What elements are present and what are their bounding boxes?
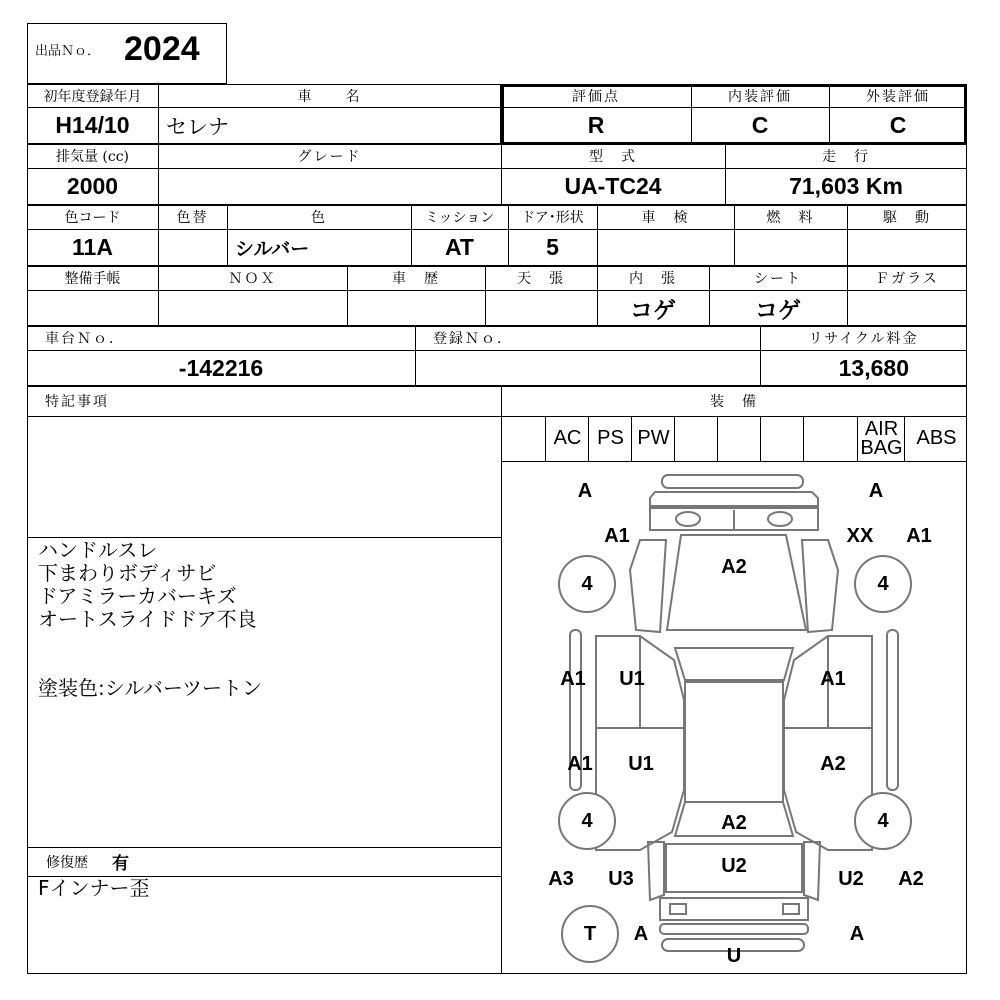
- drive-value: [847, 229, 967, 266]
- doors-label: ドア･形状: [521, 210, 584, 226]
- nox-label: ＮＯＸ: [228, 271, 277, 287]
- reg-no-label: 登録Ｎｏ．: [433, 331, 513, 347]
- note-line-1: ハンドルスレ: [38, 538, 158, 562]
- car-name-value: セレナ: [166, 114, 229, 139]
- fuel-value: [734, 229, 847, 266]
- mark-quarter-left-a: A3: [548, 868, 574, 890]
- mark-fender-front-right-b: A1: [906, 525, 932, 547]
- mark-front-left: A: [577, 480, 593, 502]
- mark-rear-door-right: A2: [820, 753, 846, 775]
- mark-front-right: A: [868, 480, 884, 502]
- reg-no-value: [415, 350, 760, 386]
- first-reg-label: 初年度登録年月: [43, 88, 142, 105]
- mark-quarter-right-a: U2: [838, 868, 864, 890]
- mark-rear-bumper-left: A: [633, 923, 649, 945]
- equipment-item: AC: [545, 416, 589, 461]
- exterior-score-value: C: [889, 112, 907, 138]
- lot-label: 出品Ｎｏ．: [35, 44, 101, 59]
- interior-score-label: 内装評価: [728, 88, 792, 105]
- model-value: UA-TC24: [564, 173, 662, 199]
- chassis-no-value: -142216: [178, 354, 264, 381]
- mark-fender-front-right-a: XX: [846, 525, 874, 547]
- mileage-label: 走 行: [822, 149, 870, 165]
- displacement-value: 2000: [66, 173, 119, 199]
- recycle-fee-label: リサイクル料金: [808, 331, 919, 347]
- drive-label: 駆 動: [883, 210, 931, 226]
- equipment-item: [501, 416, 545, 461]
- mark-rear-bumper: U: [726, 945, 742, 967]
- seat-label: シート: [754, 271, 802, 287]
- note-line-3: ドアミラーカバーキズ: [38, 584, 237, 608]
- ceiling-label: 天 張: [517, 271, 565, 287]
- mark-rear-door-left-a: A1: [567, 753, 593, 775]
- lot-number: 2024: [124, 30, 200, 68]
- maintenance-label: 整備手帳: [64, 271, 121, 287]
- interior-trim-value: コゲ: [630, 297, 676, 324]
- equipment-item: [760, 416, 804, 461]
- color-code-label: 色コード: [64, 210, 121, 226]
- history-label: 車 歴: [392, 271, 440, 287]
- equipment-item: ABS: [904, 416, 968, 461]
- mileage-value: 71,603 Km: [789, 173, 903, 199]
- equipment-item-label: AIR: [864, 417, 899, 440]
- mark-rear-bumper-right: A: [849, 923, 865, 945]
- interior-trim-label: 内 張: [629, 271, 677, 287]
- color-change-value: [158, 229, 227, 266]
- mark-front-door-left-b: U1: [619, 668, 645, 690]
- score-value: R: [587, 112, 605, 138]
- mark-quarter-right-b: A2: [898, 868, 924, 890]
- car-name-label: 車 名: [297, 88, 362, 105]
- mark-tire-front-left: 4: [581, 573, 593, 595]
- inspection-value: [597, 229, 734, 266]
- displacement-label: 排気量 (cc): [55, 149, 130, 165]
- grade-label: グレード: [297, 149, 362, 165]
- repair-history-label: 修復歴: [46, 855, 88, 871]
- equipment-item: [674, 416, 718, 461]
- history-value: [347, 290, 485, 326]
- equipment-item: PW: [631, 416, 675, 461]
- mark-back-door: U2: [721, 855, 747, 877]
- chassis-no-label: 車台Ｎｏ．: [45, 331, 125, 347]
- first-reg-value: H14/10: [55, 112, 130, 138]
- color-value: シルバー: [235, 238, 310, 260]
- mark-front-door-right: A1: [820, 668, 846, 690]
- mark-quarter-left-b: U3: [608, 868, 634, 890]
- ceiling-value: [485, 290, 597, 326]
- mark-fender-front-left: A1: [604, 525, 630, 547]
- mark-tire-front-right: 4: [877, 573, 889, 595]
- mark-roof-rear: A2: [721, 812, 747, 834]
- equipment-item: [857, 416, 905, 461]
- exterior-score-label: 外装評価: [866, 88, 930, 105]
- mark-hood: A2: [721, 556, 747, 578]
- mark-spare-tire: T: [583, 923, 597, 945]
- note-line-2: 下まわりボディサビ: [38, 561, 217, 585]
- model-label: 型 式: [589, 149, 637, 165]
- color-change-label: 色替: [176, 210, 209, 226]
- notes-label: 特記事項: [45, 394, 109, 410]
- inspection-label: 車 検: [641, 210, 690, 226]
- grade-value: [158, 168, 501, 205]
- transmission-label: ミッション: [424, 210, 495, 226]
- equipment-item: PS: [588, 416, 632, 461]
- fuel-label: 燃 料: [766, 210, 815, 226]
- f-glass-label: Ｆガラス: [875, 271, 939, 287]
- car-diagram: [502, 462, 966, 973]
- mark-rear-door-left-b: U1: [628, 753, 654, 775]
- mark-tire-rear-right: 4: [877, 810, 889, 832]
- mark-front-door-left-a: A1: [560, 668, 586, 690]
- repair-history-value: 有: [112, 854, 129, 874]
- interior-score-value: C: [751, 112, 769, 138]
- recycle-fee-value: 13,680: [838, 354, 909, 381]
- mark-tire-rear-left: 4: [581, 810, 593, 832]
- doors-value: 5: [546, 234, 559, 260]
- f-glass-value: [847, 290, 967, 326]
- equipment-item: [717, 416, 761, 461]
- score-label: 評価点: [572, 88, 620, 105]
- seat-value: コゲ: [755, 297, 801, 324]
- equipment-label: 装 備: [710, 394, 758, 410]
- note-line-4: オートスライドドア不良: [38, 607, 257, 631]
- note-paint: 塗装色:シルバーツートン: [38, 676, 263, 700]
- color-label: 色: [311, 210, 327, 226]
- equipment-item: [803, 416, 858, 461]
- nox-value: [158, 290, 347, 326]
- maintenance-value: [27, 290, 158, 326]
- color-code-value: 11A: [72, 234, 113, 260]
- transmission-value: AT: [445, 234, 474, 260]
- repair-detail: Fインナー歪: [38, 876, 150, 900]
- equipment-item-label: BAG: [860, 436, 903, 459]
